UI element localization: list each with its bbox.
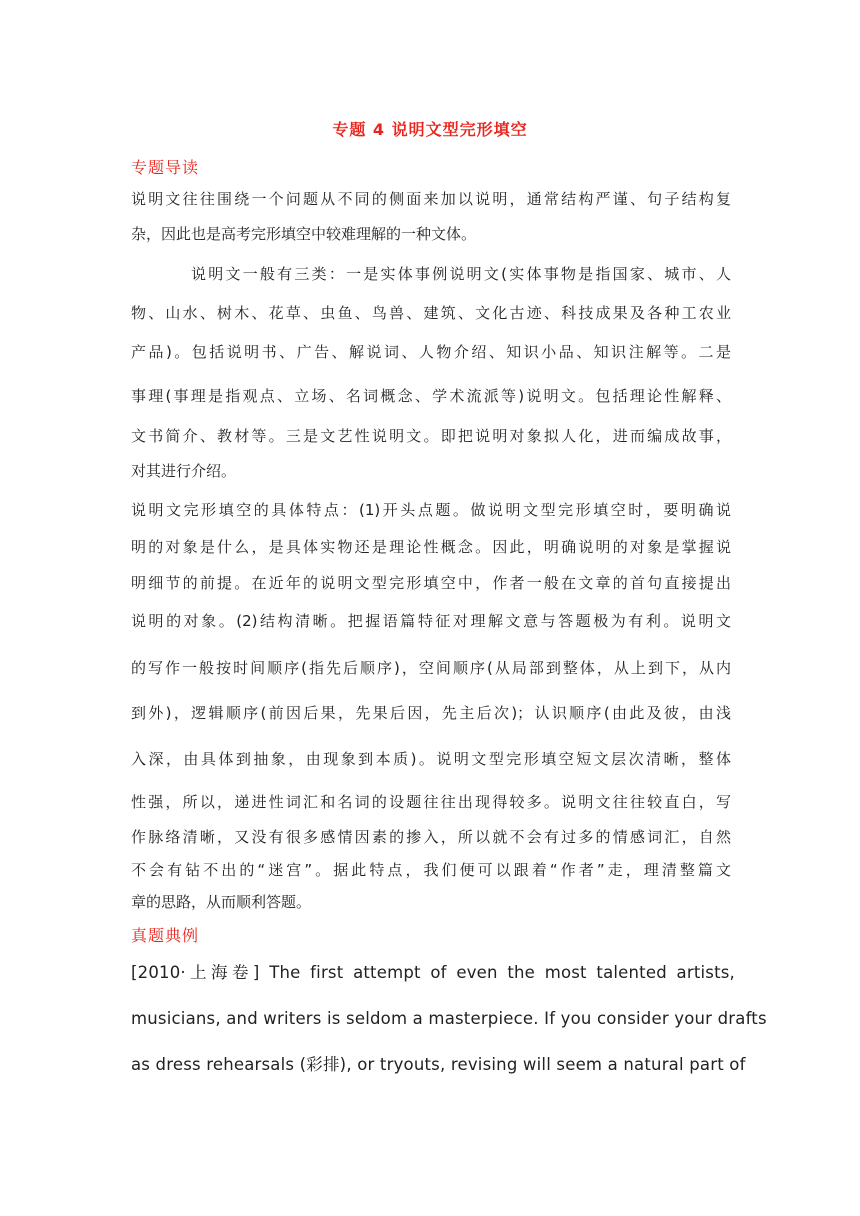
types-line: 说明文一般有三类：一是实体事例说明文(实体事物是指国家、城市、人	[191, 265, 731, 283]
types-line: 产品)。包括说明书、广告、解说词、人物介绍、知识小品、知识注解等。二是	[131, 343, 731, 361]
features-line: 明细节的前提。在近年的说明文型完形填空中，作者一般在文章的首句直接提出	[131, 574, 731, 592]
features-line: 入深，由具体到抽象，由现象到本质)。说明文型完形填空短文层次清晰，整体	[131, 750, 731, 768]
example-line: as dress rehearsals (彩排), or tryouts, revising will seem a natural part of	[131, 1055, 746, 1074]
doc-title: 专题 4 说明文型完形填空	[332, 120, 528, 139]
types-line: 事理(事理是指观点、立场、名词概念、学术流派等)说明文。包括理论性解释、	[131, 387, 731, 405]
features-line: 说明的对象。(2)结构清晰。把握语篇特征对理解文意与答题极为有利。说明文	[131, 612, 731, 630]
features-line: 到外)，逻辑顺序(前因后果，先果后因，先主后次)；认识顺序(由此及彼，由浅	[131, 704, 731, 722]
types-line: 对其进行介绍。	[131, 462, 237, 480]
types-line: 文书简介、教材等。三是文艺性说明文。即把说明对象拟人化，进而编成故事，	[131, 427, 731, 445]
features-line: 性强，所以，递进性词汇和名词的设题往往出现得较多。说明文往往较直白，写	[131, 793, 731, 811]
features-line: 章的思路，从而顺利答题。	[131, 893, 312, 911]
features-line: 作脉络清晰，又没有很多感情因素的掺入，所以就不会有过多的情感词汇，自然	[131, 828, 731, 846]
example-line: [2010·上海卷] The first attempt of even the most talented artists,	[131, 963, 735, 982]
intro-line: 说明文往往围绕一个问题从不同的侧面来加以说明，通常结构严谨、句子结构复	[131, 190, 731, 208]
features-line: 明的对象是什么，是具体实物还是理论性概念。因此，明确说明的对象是掌握说	[131, 538, 731, 556]
types-line: 物、山水、树木、花草、虫鱼、鸟兽、建筑、文化古迹、科技成果及各种工农业	[131, 304, 731, 322]
features-line: 说明文完形填空的具体特点：(1)开头点题。做说明文型完形填空时，要明确说	[131, 501, 731, 519]
section-heading-examples: 真题典例	[131, 926, 200, 945]
example-line: musicians, and writers is seldom a masterpiece. If you consider your drafts	[131, 1009, 767, 1028]
features-line: 不会有钻不出的“迷宫”。据此特点，我们便可以跟着“作者”走，理清整篇文	[131, 861, 731, 879]
features-line: 的写作一般按时间顺序(指先后顺序)，空间顺序(从局部到整体，从上到下，从内	[131, 659, 731, 677]
section-heading-guide: 专题导读	[131, 158, 200, 177]
intro-line: 杂，因此也是高考完形填空中较难理解的一种文体。	[131, 225, 477, 243]
